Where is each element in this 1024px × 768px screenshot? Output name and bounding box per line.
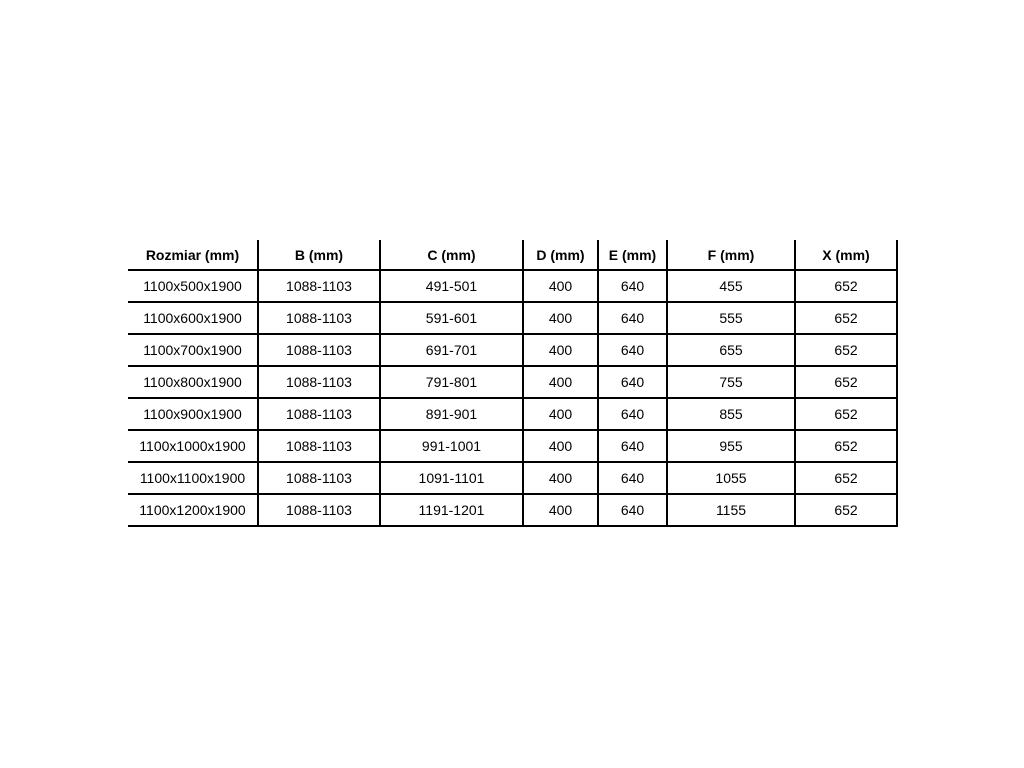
cell-e: 640	[598, 398, 667, 430]
header-b: B (mm)	[258, 240, 380, 270]
table-row	[128, 270, 897, 302]
header-row	[128, 240, 897, 270]
cell-x: 652	[795, 398, 897, 430]
cell-f: 955	[667, 430, 795, 462]
cell-d: 400	[523, 366, 598, 398]
cell-e: 640	[598, 462, 667, 494]
cell-e: 640	[598, 430, 667, 462]
cell-f: 755	[667, 366, 795, 398]
cell-f: 555	[667, 302, 795, 334]
cell-rozmiar: 1100x1100x1900	[128, 462, 258, 494]
cell-b: 1088-1103	[258, 494, 380, 526]
cell-b: 1088-1103	[258, 302, 380, 334]
cell-c: 491-501	[380, 270, 523, 302]
cell-b: 1088-1103	[258, 430, 380, 462]
cell-c: 1191-1201	[380, 494, 523, 526]
cell-d: 400	[523, 430, 598, 462]
cell-f: 655	[667, 334, 795, 366]
table-row	[128, 366, 897, 398]
cell-rozmiar: 1100x800x1900	[128, 366, 258, 398]
cell-rozmiar: 1100x500x1900	[128, 270, 258, 302]
header-e: E (mm)	[598, 240, 667, 270]
cell-f: 1155	[667, 494, 795, 526]
cell-e: 640	[598, 366, 667, 398]
cell-d: 400	[523, 494, 598, 526]
dimensions-table	[128, 240, 898, 527]
header-rozmiar: Rozmiar (mm)	[128, 240, 258, 270]
table-row	[128, 494, 897, 526]
cell-rozmiar: 1100x600x1900	[128, 302, 258, 334]
cell-c: 791-801	[380, 366, 523, 398]
cell-b: 1088-1103	[258, 398, 380, 430]
cell-x: 652	[795, 430, 897, 462]
header-d: D (mm)	[523, 240, 598, 270]
table-row	[128, 462, 897, 494]
cell-d: 400	[523, 462, 598, 494]
cell-c: 891-901	[380, 398, 523, 430]
cell-x: 652	[795, 334, 897, 366]
cell-x: 652	[795, 302, 897, 334]
cell-f: 855	[667, 398, 795, 430]
cell-e: 640	[598, 334, 667, 366]
cell-c: 691-701	[380, 334, 523, 366]
cell-d: 400	[523, 302, 598, 334]
table-row	[128, 302, 897, 334]
header-f: F (mm)	[667, 240, 795, 270]
cell-e: 640	[598, 270, 667, 302]
cell-c: 591-601	[380, 302, 523, 334]
cell-c: 1091-1101	[380, 462, 523, 494]
cell-d: 400	[523, 270, 598, 302]
table-row	[128, 398, 897, 430]
cell-d: 400	[523, 334, 598, 366]
table-row	[128, 430, 897, 462]
cell-x: 652	[795, 462, 897, 494]
table-row	[128, 334, 897, 366]
cell-e: 640	[598, 302, 667, 334]
cell-f: 455	[667, 270, 795, 302]
cell-x: 652	[795, 366, 897, 398]
cell-b: 1088-1103	[258, 334, 380, 366]
cell-x: 652	[795, 494, 897, 526]
dimensions-table-container	[128, 240, 898, 527]
cell-d: 400	[523, 398, 598, 430]
cell-b: 1088-1103	[258, 366, 380, 398]
cell-f: 1055	[667, 462, 795, 494]
cell-b: 1088-1103	[258, 462, 380, 494]
cell-rozmiar: 1100x900x1900	[128, 398, 258, 430]
cell-e: 640	[598, 494, 667, 526]
cell-rozmiar: 1100x1000x1900	[128, 430, 258, 462]
header-c: C (mm)	[380, 240, 523, 270]
header-x: X (mm)	[795, 240, 897, 270]
cell-b: 1088-1103	[258, 270, 380, 302]
cell-rozmiar: 1100x1200x1900	[128, 494, 258, 526]
cell-rozmiar: 1100x700x1900	[128, 334, 258, 366]
cell-c: 991-1001	[380, 430, 523, 462]
cell-x: 652	[795, 270, 897, 302]
